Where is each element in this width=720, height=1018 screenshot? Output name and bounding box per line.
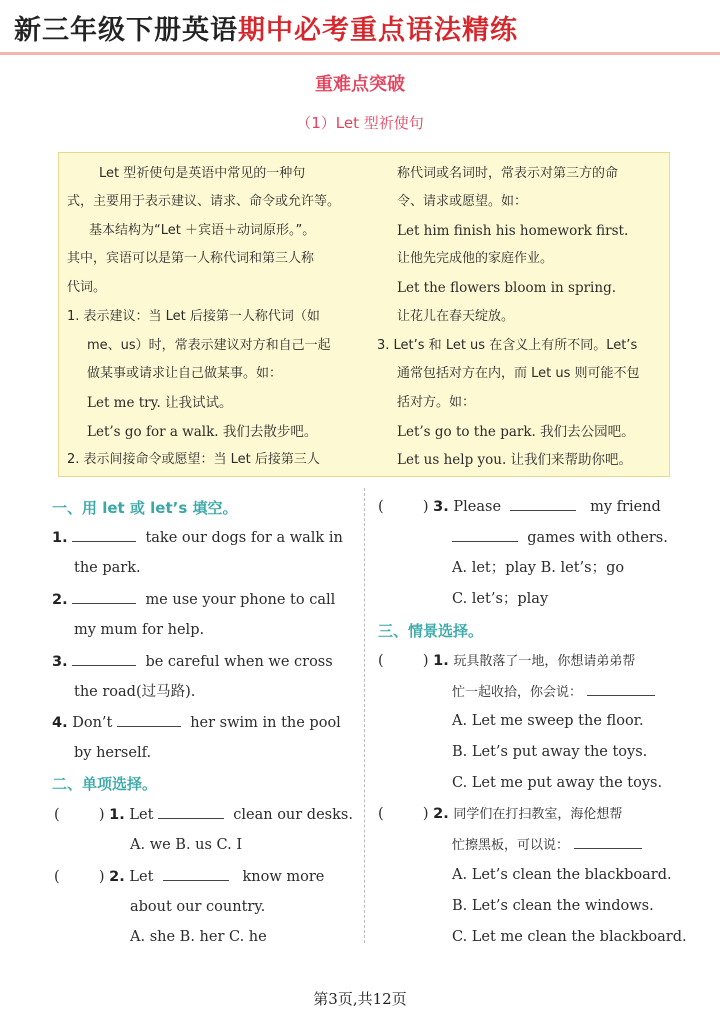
answer-blank[interactable] xyxy=(452,527,518,542)
part3-q2-cont xyxy=(452,834,642,856)
part3-q2 xyxy=(378,804,622,825)
box-left-line: Let me try. 让我试试。 xyxy=(87,395,233,411)
answer-blank[interactable] xyxy=(158,804,224,819)
part2-q3-options-ab: A. let；play B. let’s；go xyxy=(452,560,625,576)
part3-q1-option-a: A. Let me sweep the floor. xyxy=(452,713,644,729)
title-black: 新三年级下册英语 xyxy=(14,15,238,46)
answer-blank[interactable] xyxy=(117,712,181,727)
box-right-line: Let the flowers bloom in spring. xyxy=(397,280,616,296)
answer-blank[interactable] xyxy=(72,527,136,542)
box-right-line: 称代词或名词时，常表示对第三方的命 xyxy=(397,166,619,181)
question-text: 忙擦黑板，可以说： xyxy=(452,838,570,853)
answer-paren-close[interactable]: ) xyxy=(98,869,105,885)
part3-q2-option-b: B. Let’s clean the windows. xyxy=(452,898,654,914)
answer-paren-close[interactable]: ) xyxy=(98,807,105,823)
question-number: 3. xyxy=(433,499,449,515)
box-right-line: Let’s go to the park. 我们去公园吧。 xyxy=(397,424,635,440)
question-number: 2. xyxy=(52,592,68,608)
part2-q2-cont: about our country. xyxy=(130,899,266,915)
part1-heading: 一、用 let 或 let’s 填空。 xyxy=(52,499,238,517)
question-number: 2. xyxy=(433,806,449,822)
answer-paren-close[interactable]: ) xyxy=(422,806,429,822)
answer-paren-open[interactable]: ( xyxy=(54,869,60,885)
part3-q1-option-c: C. Let me put away the toys. xyxy=(452,775,663,791)
page-number: 第3页,共12页 xyxy=(313,990,407,1008)
title-red: 期中必考重点语法精练 xyxy=(238,15,518,46)
part2-heading: 二、单项选择。 xyxy=(52,775,158,793)
column-divider xyxy=(364,488,365,943)
answer-paren-close[interactable]: ) xyxy=(422,653,429,669)
box-right-line: 令、请求或愿望。如： xyxy=(397,194,528,209)
box-left-line: Let’s go for a walk. 我们去散步吧。 xyxy=(87,424,318,440)
part1-q4 xyxy=(52,712,341,733)
part2-q2 xyxy=(54,866,324,887)
answer-blank[interactable] xyxy=(587,681,655,696)
box-left-line: 基本结构为“Let ＋宾语＋动词原形。”。 xyxy=(89,223,316,238)
part2-q1-options: A. we B. us C. I xyxy=(130,837,243,853)
question-text: clean our desks. xyxy=(233,807,353,823)
part3-q1-option-b: B. Let’s put away the toys. xyxy=(452,744,648,760)
answer-paren-open[interactable]: ( xyxy=(54,807,60,823)
answer-blank[interactable] xyxy=(72,589,136,604)
answer-blank[interactable] xyxy=(574,834,642,849)
part1-q2-cont: my mum for help. xyxy=(74,622,205,638)
part2-q3-cont xyxy=(452,527,668,548)
question-number: 2. xyxy=(109,869,125,885)
box-left-line: Let 型祈使句是英语中常见的一种句 xyxy=(99,166,306,181)
part2-q3-option-c: C. let’s；play xyxy=(452,591,549,607)
answer-paren-close[interactable]: ) xyxy=(422,499,429,515)
part2-q3 xyxy=(378,496,661,517)
answer-paren-open[interactable]: ( xyxy=(378,499,384,515)
question-text: Let xyxy=(129,869,154,885)
box-left-line: me、us）时，常表示建议对方和自己一起 xyxy=(87,338,331,353)
question-text: 同学们在打扫教室，海伦想帮 xyxy=(453,807,623,822)
question-text: 忙一起收拾，你会说： xyxy=(452,685,583,700)
part1-q1-cont: the park. xyxy=(74,560,141,576)
part1-q4-cont: by herself. xyxy=(74,745,152,761)
part3-q1 xyxy=(378,651,635,672)
question-number: 1. xyxy=(52,530,68,546)
question-text: her swim in the pool xyxy=(190,715,341,731)
box-left-line: 式，主要用于表示建议、请求、命令或允许等。 xyxy=(67,194,341,209)
box-left-line: 代词。 xyxy=(67,280,107,295)
grammar-box xyxy=(58,152,670,477)
box-left-line: 2. 表示间接命令或愿望：当 Let 后接第三人 xyxy=(67,452,320,467)
page-title xyxy=(14,8,714,54)
box-right-line: 让花儿在春天绽放。 xyxy=(397,309,515,324)
question-text: Let xyxy=(129,807,154,823)
question-text: my friend xyxy=(590,499,661,515)
question-text: me use your phone to call xyxy=(145,592,336,608)
question-text: take our dogs for a walk in xyxy=(145,530,343,546)
box-left-line: 1. 表示建议：当 Let 后接第一人称代词（如 xyxy=(67,309,320,324)
title-rule xyxy=(0,52,720,55)
box-right-line: 3. Let’s 和 Let us 在含义上有所不同。Let’s xyxy=(377,338,638,353)
part1-q2 xyxy=(52,589,335,610)
question-text: Please xyxy=(453,499,502,515)
question-number: 4. xyxy=(52,715,68,731)
box-right-line: 通常包括对方在内，而 Let us 则可能不包 xyxy=(397,366,640,381)
part1-q3-cont: the road(过马路). xyxy=(74,684,196,700)
box-right-line: 括对方。如： xyxy=(397,395,476,410)
box-right-line: Let him finish his homework first. xyxy=(397,223,629,239)
answer-blank[interactable] xyxy=(163,866,229,881)
section-subtitle: （1）Let 型祈使句 xyxy=(296,114,424,132)
question-text: 玩具散落了一地，你想请弟弟帮 xyxy=(453,654,636,669)
answer-blank[interactable] xyxy=(510,496,576,511)
part3-q2-option-c: C. Let me clean the blackboard. xyxy=(452,929,687,945)
part2-q1 xyxy=(54,804,353,825)
question-text: know more xyxy=(242,869,325,885)
part3-heading: 三、情景选择。 xyxy=(378,622,484,640)
box-left-line: 其中，宾语可以是第一人称代词和第三人称 xyxy=(67,251,315,266)
part3-q2-option-a: A. Let’s clean the blackboard. xyxy=(452,867,672,883)
box-left-line: 做某事或请求让自己做某事。如： xyxy=(87,366,283,381)
question-number: 1. xyxy=(109,807,125,823)
answer-paren-open[interactable]: ( xyxy=(378,653,384,669)
box-right-line: 让他先完成他的家庭作业。 xyxy=(397,251,554,266)
question-text: Don’t xyxy=(72,715,113,731)
question-text: games with others. xyxy=(527,530,668,546)
part3-q1-cont xyxy=(452,681,655,703)
question-number: 3. xyxy=(52,654,68,670)
answer-paren-open[interactable]: ( xyxy=(378,806,384,822)
question-number: 1. xyxy=(433,653,449,669)
section-title: 重难点突破 xyxy=(315,74,405,95)
answer-blank[interactable] xyxy=(72,651,136,666)
box-right-line: Let us help you. 让我们来帮助你吧。 xyxy=(397,452,633,468)
question-text: be careful when we cross xyxy=(145,654,333,670)
part2-q2-options: A. she B. her C. he xyxy=(130,929,267,945)
part1-q3 xyxy=(52,651,333,672)
part1-q1 xyxy=(52,527,343,548)
